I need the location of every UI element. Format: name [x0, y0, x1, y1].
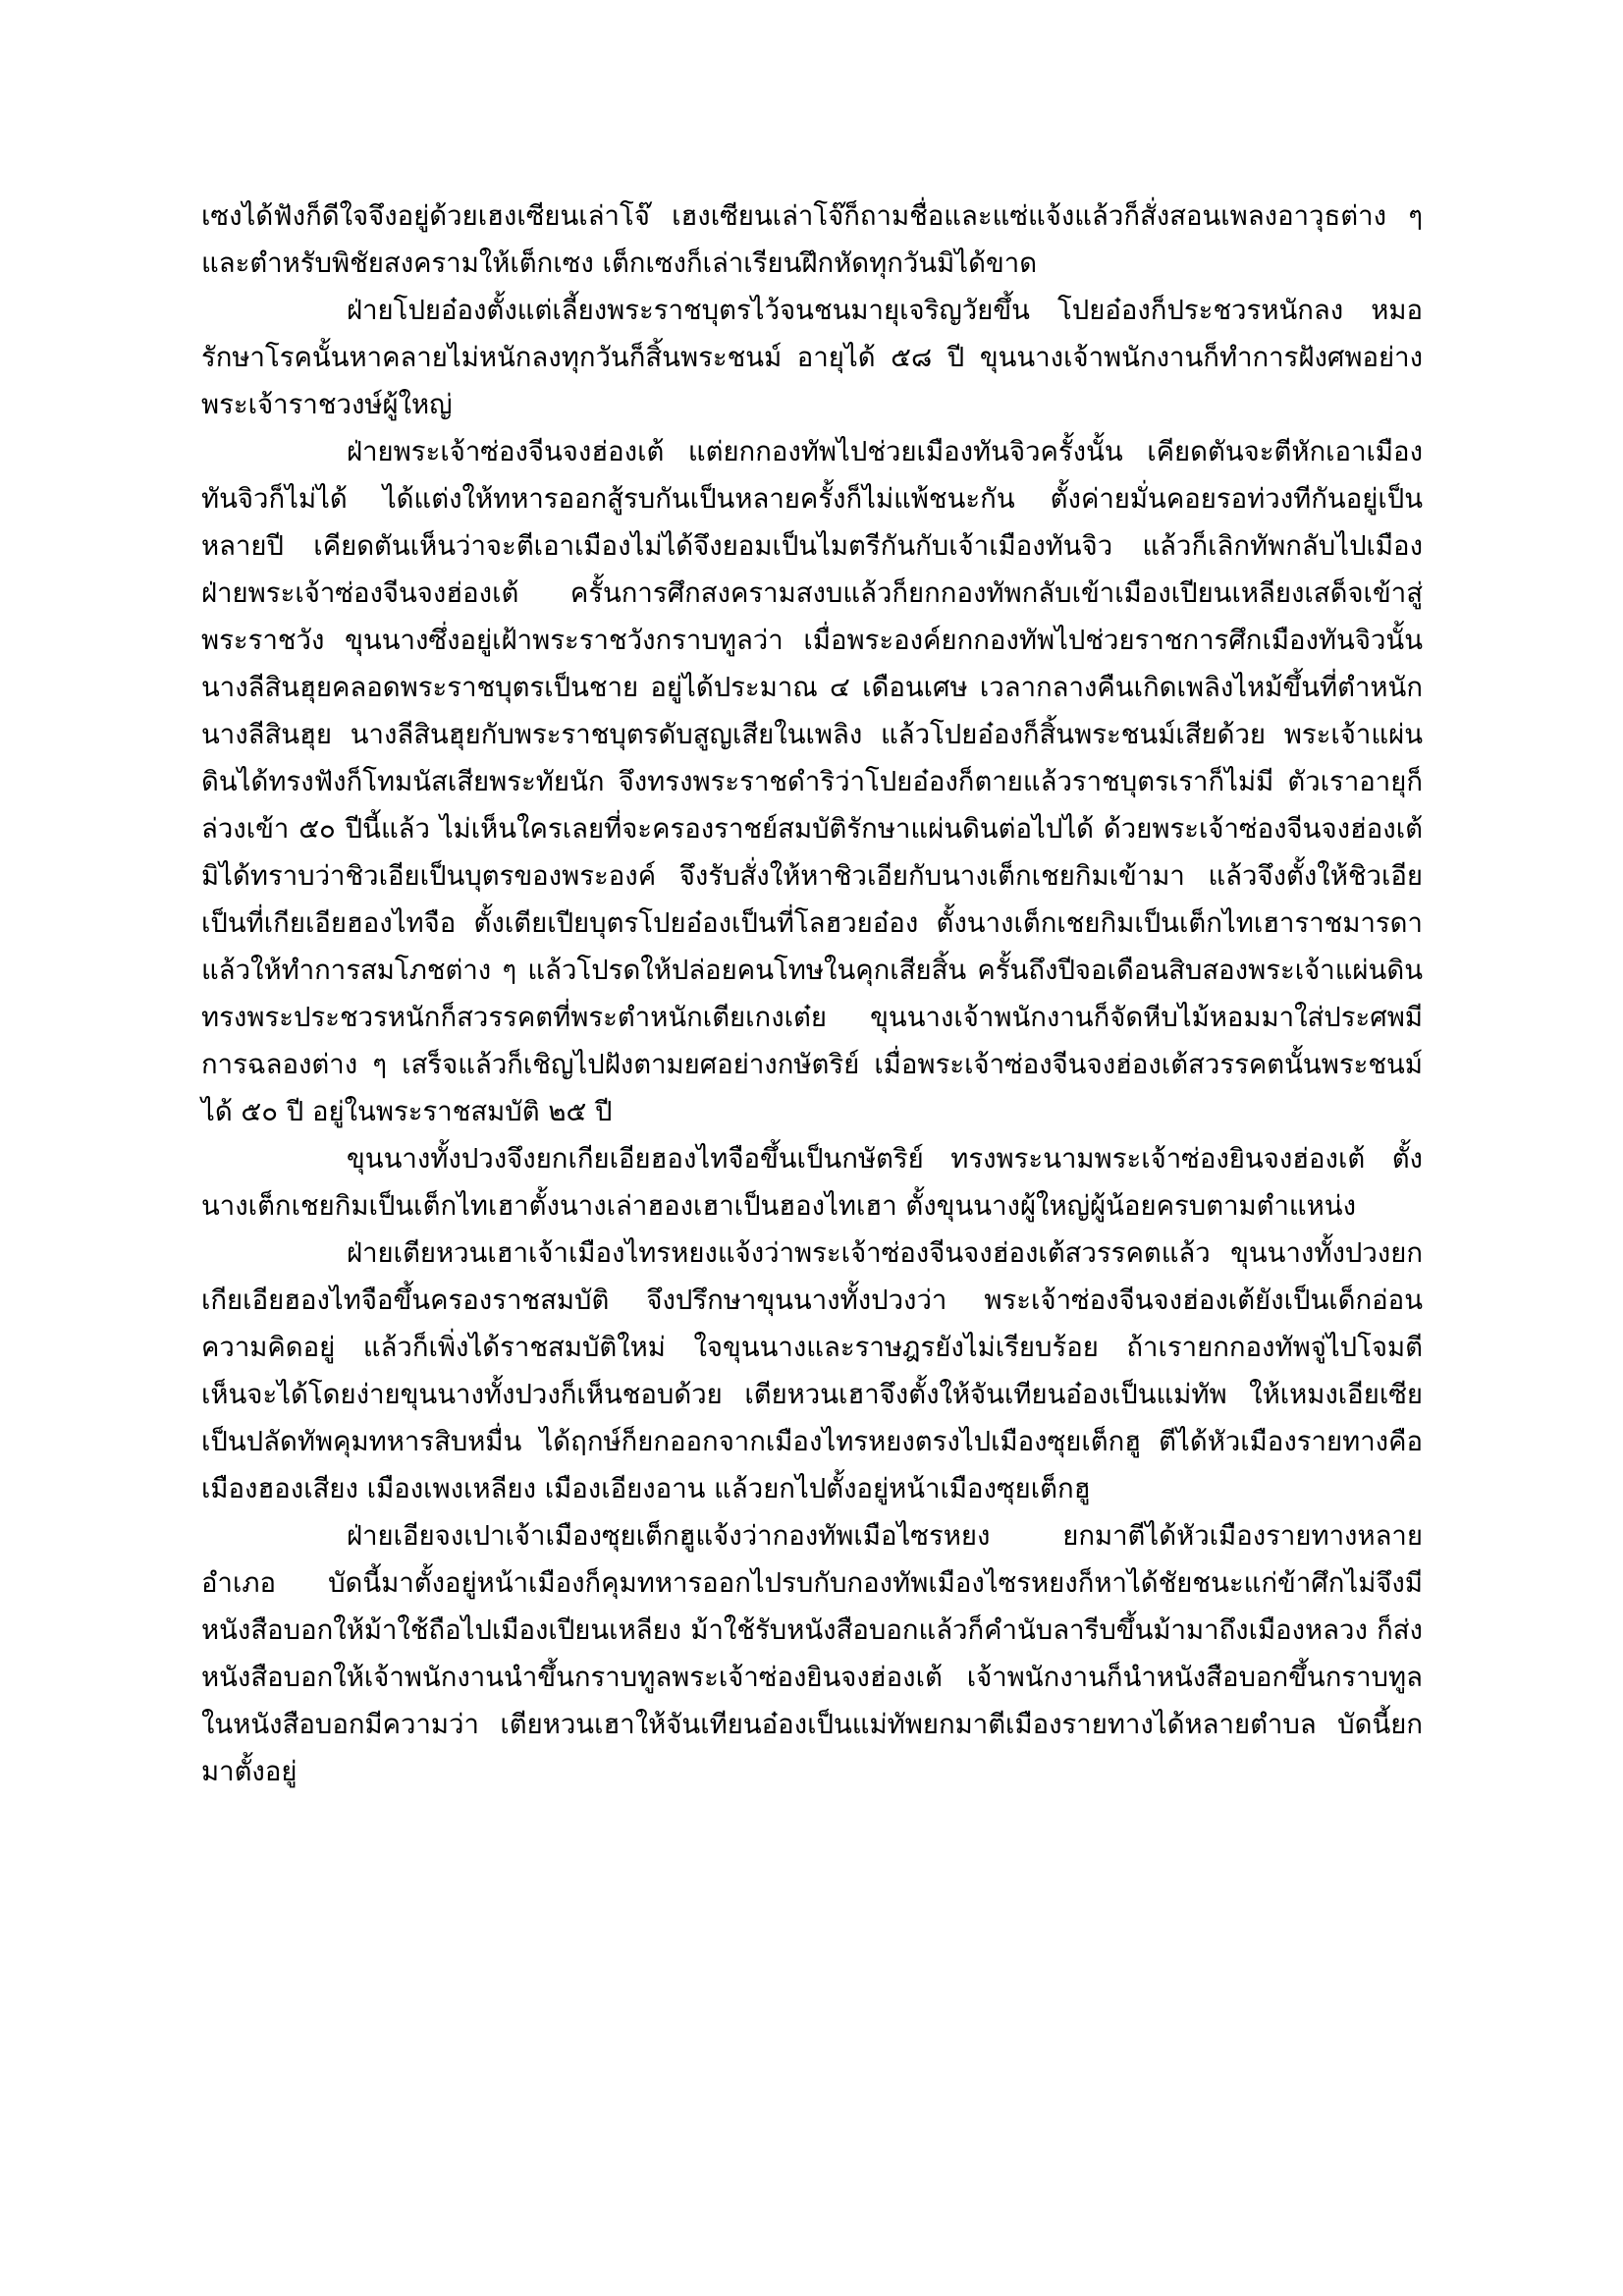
paragraph-3: ฝ่ายพระเจ้าซ่องจีนจงฮ่องเต้ แต่ยกกองทัพไปช่วยเมืองทันจิวครั้งนั้น เคียดตันจะตีหักเอาเมืองทันจิวก็ไม่ได้ ได้แต่งให้ทหารออกสู้รบกันเป็นหลายครั้งก็ไม่แพ้ชนะกัน ตั้งค่ายมั่นคอยรอท่วงทีกันอยู่เป็นหลายปี เคียดตันเห็นว่าจะตีเอาเมืองไม่ได้จึงยอมเป็นไมตรีกันกับเจ้าเมืองทันจิว แล้วก็เลิกทัพกลับไปเมือง ฝ่ายพระเจ้าซ่องจีนจงฮ่องเต้ ครั้นการศึกสงครามสงบแล้วก็ยกกองทัพกลับเข้าเมืองเปียนเหลียงเสด็จเข้าสู่พระราชวัง ขุนนางซึ่งอยู่เฝ้าพระราชวังกราบทูลว่า เมื่อพระองค์ยกกองทัพไปช่วยราชการศึกเมืองทันจิวนั้น นางลีสินฮุยคลอดพระราชบุตรเป็นชาย อยู่ได้ประมาณ ๔ เดือนเศษ เวลากลางคืนเกิดเพลิงไหม้ขึ้นที่ตำหนักนางลีสินฮุย นางลีสินฮุยกับพระราชบุตรดับสูญเสียในเพลิง แล้วโปยอ๋องก็สิ้นพระชนม์เสียด้วย พระเจ้าแผ่นดินได้ทรงฟังก็โทมนัสเสียพระทัยนัก จึงทรงพระราชดำริว่าโปยอ๋องก็ตายแล้วราชบุตรเราก็ไม่มี ตัวเราอายุก็ล่วงเข้า ๕๐ ปีนี้แล้ว ไม่เห็นใครเลยที่จะครองราชย์สมบัติรักษาแผ่นดินต่อไปได้ ด้วยพระเจ้าซ่องจีนจงฮ่องเต้มิได้ทราบว่าชิวเอียเป็นบุตรของพระองค์ จึงรับสั่งให้หาชิวเอียกับนางเต็กเชยกิมเข้ามา แล้วจึงตั้งให้ชิวเอียเป็นที่เกียเอียฮองไทจือ ตั้งเตียเปียบุตรโปยอ๋องเป็นที่โลฮวยอ๋อง ตั้งนางเต็กเชยกิมเป็นเต็กไทเฮาราชมารดาแล้วให้ทำการสมโภชต่าง ๆ แล้วโปรดให้ปล่อยคนโทษในคุกเสียสิ้น ครั้นถึงปีจอเดือนสิบสองพระเจ้าแผ่นดินทรงพระประชวรหนักก็สวรรคตที่พระตำหนักเตียเกงเต๋ย ขุนนางเจ้าพนักงานก็จัดหีบไม้หอมมาใส่ประศพมีการฉลองต่าง ๆ เสร็จแล้วก็เชิญไปฝังตามยศอย่างกษัตริย์ เมื่อพระเจ้าซ่องจีนจงฮ่องเต้สวรรคตนั้นพระชนม์ได้ ๕๐ ปี อยู่ในพระราชสมบัติ ๒๕ ปี	[201, 436, 1423, 1127]
paragraph-5: ฝ่ายเตียหวนเฮาเจ้าเมืองไทรหยงแจ้งว่าพระเจ้าซ่องจีนจงฮ่องเต้สวรรคตแล้ว ขุนนางทั้งปวงยกเกียเอียฮองไทจือขึ้นครองราชสมบัติ จึงปรึกษาขุนนางทั้งปวงว่า พระเจ้าซ่องจีนจงฮ่องเต้ยังเป็นเด็กอ่อนความคิดอยู่ แล้วก็เพิ่งได้ราชสมบัติใหม่ ใจขุนนางและราษฎรยังไม่เรียบร้อย ถ้าเรายกกองทัพจู่ไปโจมตีเห็นจะได้โดยง่ายขุนนางทั้งปวงก็เห็นชอบด้วย เตียหวนเฮาจึงตั้งให้จันเทียนอ๋องเป็นแม่ทัพ ให้เหมงเอียเซียเป็นปลัดทัพคุมทหารสิบหมื่น ได้ฤกษ์ก็ยกออกจากเมืองไทรหยงตรงไปเมืองซุยเต็กฮู ตีได้หัวเมืองรายทางคือเมืองฮองเสียง เมืองเพงเหลียง เมืองเอียงอาน แล้วยกไปตั้งอยู่หน้าเมืองซุยเต็กฮู	[201, 1237, 1423, 1504]
paragraph-1: เซงได้ฟังก็ดีใจจึงอยู่ด้วยเฮงเซียนเล่าโจ๊ เฮงเซียนเล่าโจ๊ก็ถามชื่อและแซ่แจ้งแล้วก็สั่งสอนเพลงอาวุธต่าง ๆ และตำหรับพิชัยสงครามให้เต็กเซง เต็กเซงก็เล่าเรียนฝึกหัดทุกวันมิได้ขาด	[201, 200, 1423, 279]
paragraph-4: ขุนนางทั้งปวงจึงยกเกียเอียฮองไทจือขึ้นเป็นกษัตริย์ ทรงพระนามพระเจ้าซ่องยินจงฮ่องเต้ ตั้งนางเต็กเชยกิมเป็นเต็กไทเฮาตั้งนางเล่าฮองเฮาเป็นฮองไทเฮา ตั้งขุนนางผู้ใหญ่ผู้น้อยครบตามตำแหน่ง	[201, 1143, 1423, 1222]
paragraph-6: ฝ่ายเอียจงเปาเจ้าเมืองซุยเต็กฮูแจ้งว่ากองทัพเมือไซรหยง ยกมาตีได้หัวเมืองรายทางหลายอำเภอ บัดนี้มาตั้งอยู่หน้าเมืองก็คุมทหารออกไปรบกับกองทัพเมืองไซรหยงก็หาได้ชัยชนะแก่ข้าศึกไม่จึงมีหนังสือบอกให้ม้าใช้ถือไปเมืองเปียนเหลียง ม้าใช้รับหนังสือบอกแล้วก็คำนับลารีบขึ้นม้ามาถึงเมืองหลวง ก็ส่งหนังสือบอกให้เจ้าพนักงานนำขึ้นกราบทูลพระเจ้าซ่องยินจงฮ่องเต้ เจ้าพนักงานก็นำหนังสือบอกขึ้นกราบทูล ในหนังสือบอกมีความว่า เตียหวนเฮาให้จันเทียนอ๋องเป็นแม่ทัพยกมาตีเมืองรายทางได้หลายตำบล บัดนี้ยกมาตั้งอยู่	[201, 1520, 1423, 1787]
document-body	[201, 192, 1423, 1795]
paragraph-2: ฝ่ายโปยอ๋องตั้งแต่เลี้ยงพระราชบุตรไว้จนชนมายุเจริญวัยขึ้น โปยอ๋องก็ประชวรหนักลง หมอรักษาโรคนั้นหาคลายไม่หนักลงทุกวันก็สิ้นพระชนม์ อายุได้ ๕๘ ปี ขุนนางเจ้าพนักงานก็ทำการฝังศพอย่างพระเจ้าราชวงษ์ผู้ใหญ่	[201, 295, 1423, 420]
